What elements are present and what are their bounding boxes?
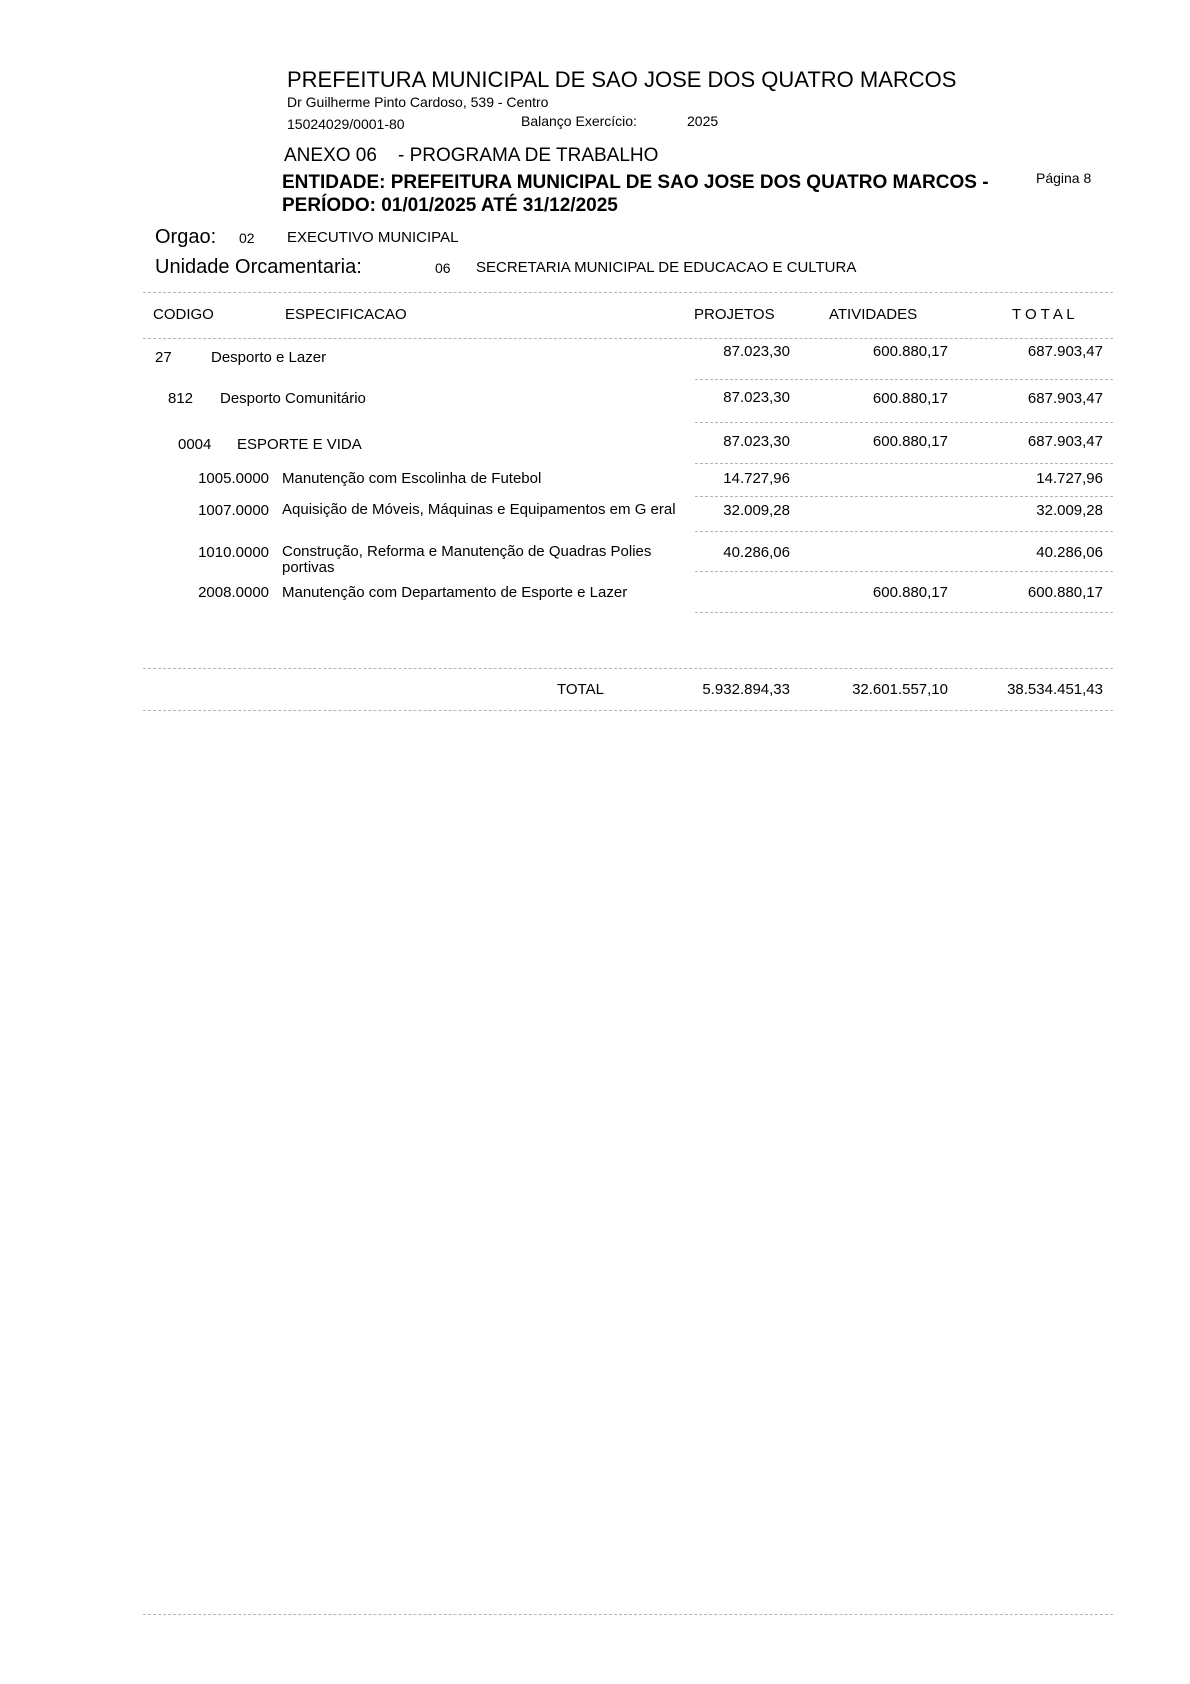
orgao-label: Orgao: <box>155 226 217 248</box>
total-label: TOTAL <box>557 681 604 698</box>
row-code: 0004 <box>178 436 212 453</box>
row-projetos: 40.286,06 <box>723 544 790 561</box>
row-projetos: 32.009,28 <box>723 502 790 519</box>
entidade: ENTIDADE: PREFEITURA MUNICIPAL DE SAO JOSE DOS QUATRO MARCOS - <box>282 172 989 193</box>
col-codigo: CODIGO <box>153 306 214 323</box>
total-projetos: 5.932.894,33 <box>702 681 790 698</box>
row-desc: Desporto e Lazer <box>211 349 327 366</box>
footer-divider <box>143 1614 1113 1615</box>
row-total: 32.009,28 <box>1036 502 1103 519</box>
row-projetos: 87.023,30 <box>723 433 790 450</box>
row-code: 1010.0000 <box>198 544 269 561</box>
page-number: Página 8 <box>1036 170 1092 186</box>
row-code: 1005.0000 <box>198 470 269 487</box>
row-divider <box>695 531 1113 532</box>
total-top-divider <box>143 668 1113 669</box>
row-atividades: 600.880,17 <box>872 433 948 450</box>
balanco-label: Balanço Exercício: <box>521 113 637 129</box>
row-total: 14.727,96 <box>1036 470 1103 487</box>
balanco-year: 2025 <box>687 113 719 129</box>
row-divider <box>695 463 1113 464</box>
row-total: 687.903,47 <box>1027 433 1103 450</box>
col-especificacao: ESPECIFICACAO <box>285 306 407 323</box>
row-code: 27 <box>155 349 172 366</box>
unidade-label: Unidade Orcamentaria: <box>155 256 362 278</box>
anexo-number: ANEXO 06 <box>284 145 377 166</box>
anexo-title: - PROGRAMA DE TRABALHO <box>398 145 659 166</box>
total-bottom-divider <box>143 710 1113 711</box>
prefeitura-title: PREFEITURA MUNICIPAL DE SAO JOSE DOS QUATRO MARCOS <box>287 67 957 92</box>
row-atividades: 600.880,17 <box>872 584 948 601</box>
row-desc: Desporto Comunitário <box>220 390 366 407</box>
unidade-code: 06 <box>435 260 451 276</box>
row-code: 1007.0000 <box>198 502 269 519</box>
col-total: T O T A L <box>1012 306 1075 323</box>
row-code: 812 <box>168 390 194 407</box>
row-desc: Manutenção com Departamento de Esporte e Lazer <box>282 584 628 601</box>
col-atividades: ATIVIDADES <box>829 306 918 323</box>
row-total: 600.880,17 <box>1027 584 1103 601</box>
unidade-name: SECRETARIA MUNICIPAL DE EDUCACAO E CULTURA <box>476 259 857 276</box>
periodo: PERÍODO: 01/01/2025 ATÉ 31/12/2025 <box>282 195 618 216</box>
row-divider <box>695 496 1113 497</box>
col-projetos: PROJETOS <box>694 306 775 323</box>
row-projetos: 14.727,96 <box>723 470 790 487</box>
header-top-divider <box>143 292 1113 293</box>
row-desc: Aquisição de Móveis, Máquinas e Equipamentos em G eral <box>282 501 676 518</box>
orgao-name: EXECUTIVO MUNICIPAL <box>287 229 459 246</box>
row-desc: Construção, Reforma e Manutenção de Quadras Polies portivas <box>282 543 652 576</box>
row-total: 687.903,47 <box>1027 343 1103 360</box>
row-divider <box>695 422 1113 423</box>
row-divider <box>695 612 1113 613</box>
row-desc: ESPORTE E VIDA <box>237 436 362 453</box>
total-atividades: 32.601.557,10 <box>852 681 948 698</box>
orgao-code: 02 <box>239 230 255 246</box>
row-code: 2008.0000 <box>198 584 269 601</box>
row-total: 687.903,47 <box>1027 390 1103 407</box>
row-desc: Manutenção com Escolinha de Futebol <box>282 470 542 487</box>
row-projetos: 87.023,30 <box>723 389 790 406</box>
row-atividades: 600.880,17 <box>872 390 948 407</box>
cnpj: 15024029/0001-80 <box>287 116 405 132</box>
total-total: 38.534.451,43 <box>1007 681 1103 698</box>
row-total: 40.286,06 <box>1036 544 1103 561</box>
row-projetos: 87.023,30 <box>723 343 790 360</box>
address: Dr Guilherme Pinto Cardoso, 539 - Centro <box>287 94 549 110</box>
row-divider <box>695 571 1113 572</box>
header-bottom-divider <box>143 338 1113 339</box>
row-divider <box>695 379 1113 380</box>
row-atividades: 600.880,17 <box>872 343 948 360</box>
